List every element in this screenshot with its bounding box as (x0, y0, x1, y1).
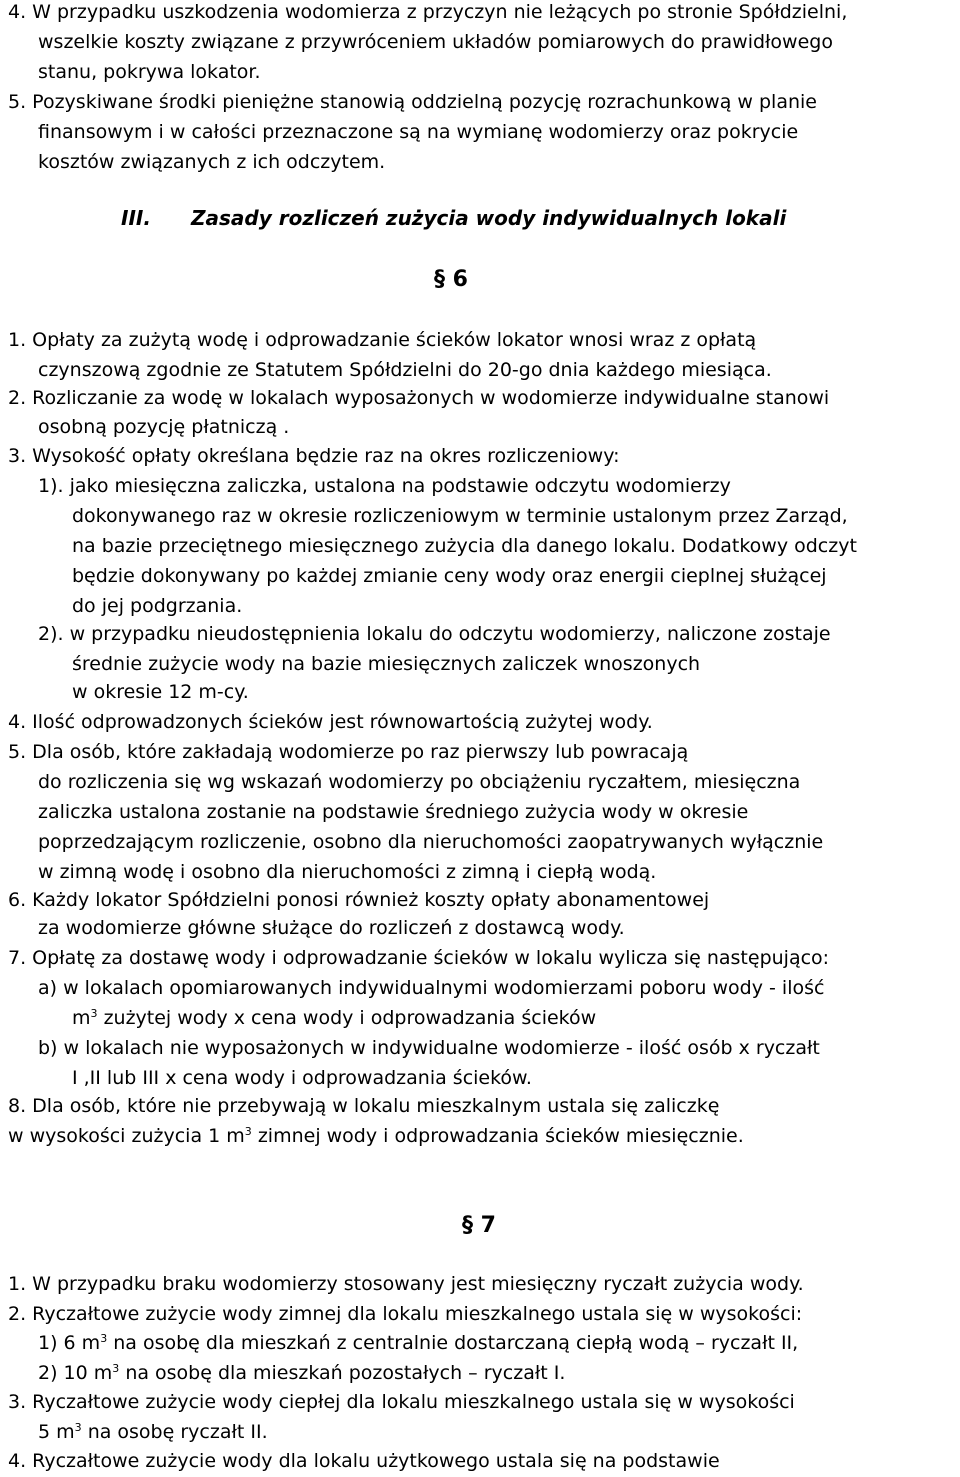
text-line: I ,II lub III x cena wody i odprowadzania ścieków. (72, 1067, 532, 1089)
text-line: stanu, pokrywa lokator. (38, 61, 261, 83)
section-title: Zasady rozliczeń zużycia wody indywidualnych lokali (191, 206, 787, 230)
text-line: 5. Dla osób, które zakładają wodomierze po raz pierwszy lub powracają (8, 741, 689, 763)
text-line: wszelkie koszty związane z przywróceniem układów pomiarowych do prawidłowego (38, 31, 833, 53)
text-line: 3. Wysokość opłaty określana będzie raz na okres rozliczeniowy: (8, 445, 620, 467)
text-line: 6. Każdy lokator Spółdzielni ponosi również koszty opłaty abonamentowej (8, 889, 710, 911)
text-line (8, 1124, 744, 1148)
text-line: na bazie przeciętnego miesięcznego zużycia dla danego lokalu. Dodatkowy odczyt (72, 535, 857, 557)
text-line: 2. Ryczałtowe zużycie wody zimnej dla lokalu mieszkalnego ustala się w wysokości: (8, 1303, 803, 1325)
text-fragment: 2) 10 m (38, 1362, 113, 1384)
text-line: finansowym i w całości przeznaczone są na wymianę wodomierzy oraz pokrycie (38, 121, 799, 143)
paragraph-sign: § 6 (434, 267, 468, 292)
text-line: 1. W przypadku braku wodomierzy stosowany jest miesięczny ryczałt zużycia wody. (8, 1273, 804, 1295)
text-fragment: zużytej wody x cena wody i odprowadzania ścieków (103, 1007, 597, 1029)
text-line: 3. Ryczałtowe zużycie wody ciepłej dla lokalu mieszkalnego ustala się w wysokości (8, 1391, 795, 1413)
text-line (38, 1361, 565, 1385)
text-fragment: w wysokości zużycia 1 m (8, 1125, 245, 1147)
text-line (72, 1006, 596, 1030)
text-line: będzie dokonywany po każdej zmianie ceny wody oraz energii cieplnej służącej (72, 565, 827, 587)
text-line: a) w lokalach opomiarowanych indywidualnymi wodomierzami poboru wody - ilość (38, 977, 825, 999)
text-fragment: na osobę dla mieszkań pozostałych – ryczałt I. (125, 1362, 566, 1384)
text-line: 1. Opłaty za zużytą wodę i odprowadzanie ścieków lokator wnosi wraz z opłatą (8, 329, 757, 351)
paragraph-sign: § 7 (462, 1213, 496, 1238)
superscript: 3 (90, 1007, 98, 1020)
section-number: III. (121, 206, 151, 230)
text-line: w zimną wodę i osobno dla nieruchomości z zimną i ciepłą wodą. (38, 861, 657, 883)
text-line: 1). jako miesięczna zaliczka, ustalona na podstawie odczytu wodomierzy (38, 475, 731, 497)
text-line: 2. Rozliczanie za wodę w lokalach wyposażonych w wodomierze indywidualne stanowi (8, 387, 830, 409)
text-line: 4. W przypadku uszkodzenia wodomierza z przyczyn nie leżących po stronie Spółdzielni, (8, 1, 848, 23)
text-line: 2). w przypadku nieudostępnienia lokalu do odczytu wodomierzy, naliczone zostaje (38, 623, 831, 645)
text-line: dokonywanego raz w okresie rozliczeniowym w terminie ustalonym przez Zarząd, (72, 505, 848, 527)
text-line (38, 1331, 798, 1355)
text-line: 4. Ilość odprowadzonych ścieków jest równowartością zużytej wody. (8, 711, 653, 733)
text-line: b) w lokalach nie wyposażonych w indywidualne wodomierze - ilość osób x ryczałt (38, 1037, 820, 1059)
text-fragment: 1) 6 m (38, 1332, 101, 1354)
text-line: kosztów związanych z ich odczytem. (38, 151, 386, 173)
superscript: 3 (112, 1362, 120, 1375)
superscript: 3 (244, 1125, 252, 1138)
text-fragment: zimnej wody i odprowadzania ścieków miesięcznie. (257, 1125, 744, 1147)
text-line: zaliczka ustalona zostanie na podstawie średniego zużycia wody w okresie (38, 801, 749, 823)
text-line: 5. Pozyskiwane środki pieniężne stanowią oddzielną pozycję rozrachunkową w planie (8, 91, 817, 113)
text-fragment: na osobę ryczałt II. (87, 1421, 268, 1443)
text-line: 4. Ryczałtowe zużycie wody dla lokalu użytkowego ustala się na podstawie (8, 1450, 720, 1472)
text-line: do rozliczenia się wg wskazań wodomierzy po obciążeniu ryczałtem, miesięczna (38, 771, 801, 793)
text-line: poprzedzającym rozliczenie, osobno dla nieruchomości zaopatrywanych wyłącznie (38, 831, 824, 853)
superscript: 3 (100, 1332, 108, 1345)
text-fragment: na osobę dla mieszkań z centralnie dostarczaną ciepłą wodą – ryczałt II, (113, 1332, 799, 1354)
text-line: czynszową zgodnie ze Statutem Spółdzielni do 20-go dnia każdego miesiąca. (38, 359, 772, 381)
superscript: 3 (74, 1421, 82, 1434)
text-line: za wodomierze główne służące do rozliczeń z dostawcą wody. (38, 917, 625, 939)
text-line: do jej podgrzania. (72, 595, 243, 617)
text-line: w okresie 12 m-cy. (72, 681, 249, 703)
text-line (38, 1420, 268, 1444)
text-line: osobną pozycję płatniczą . (38, 416, 290, 438)
text-line: średnie zużycie wody na bazie miesięcznych zaliczek wnoszonych (72, 653, 701, 675)
text-fragment: 5 m (38, 1421, 75, 1443)
text-line: 7. Opłatę za dostawę wody i odprowadzanie ścieków w lokalu wylicza się następująco: (8, 947, 830, 969)
unit-m: m (72, 1007, 91, 1029)
text-line: 8. Dla osób, które nie przebywają w lokalu mieszkalnym ustala się zaliczkę (8, 1095, 720, 1117)
